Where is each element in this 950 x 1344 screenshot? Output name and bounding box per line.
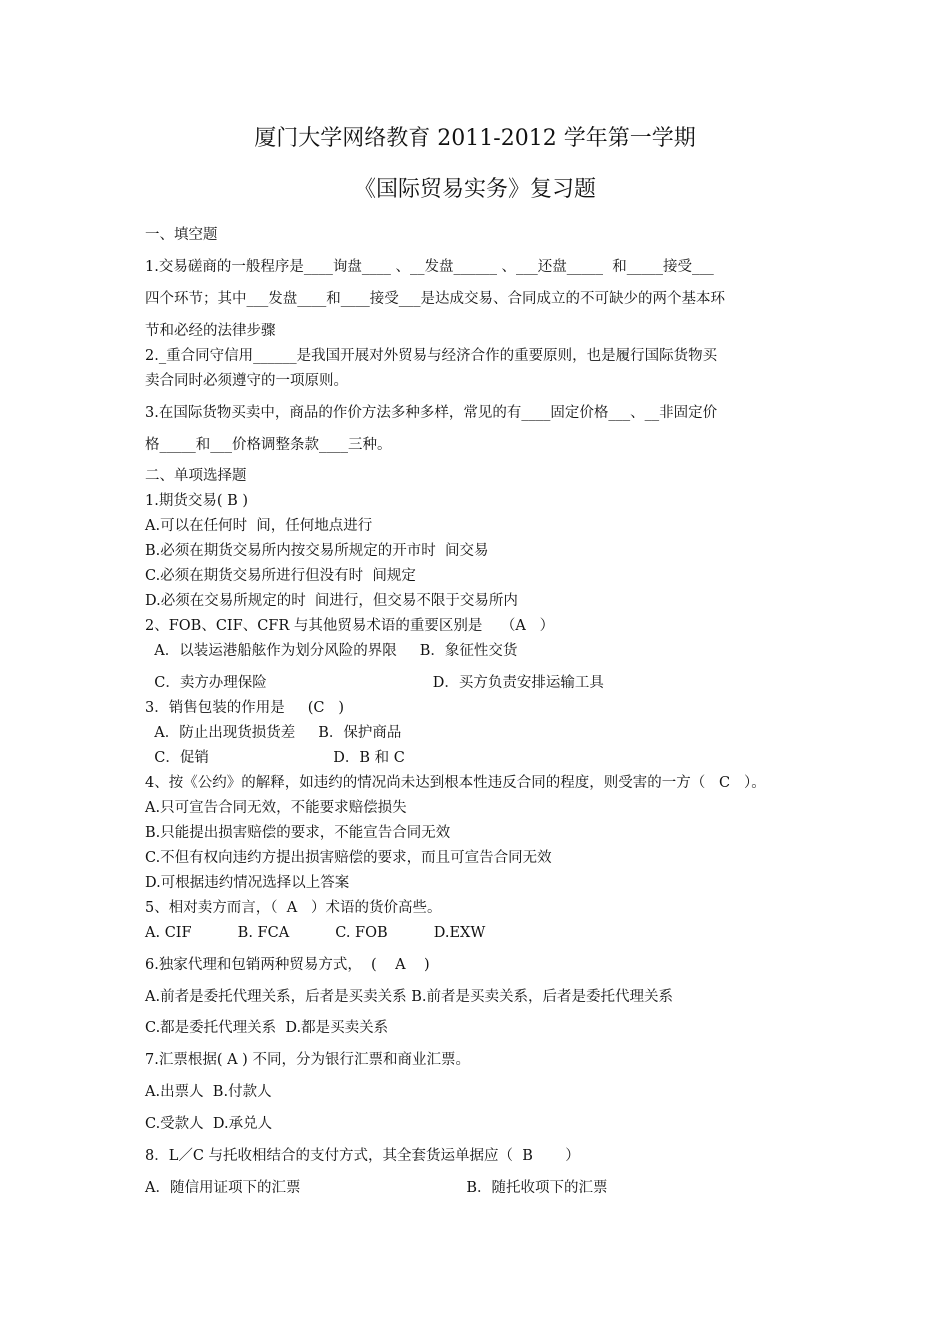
question-line: 5、相对卖方而言，（ A ）术语的货价高些。 xyxy=(145,900,442,916)
question-line: 卖合同时必须遵守的一项原则。 xyxy=(145,373,348,389)
question-line: 2._重合同守信用______是我国开展对外贸易与经济合作的重要原则，也是履行国际货物买 xyxy=(145,348,718,364)
option-line: C．促销 D．B 和 C xyxy=(145,750,405,766)
question-line: 1.交易磋商的一般程序是____询盘____ 、__发盘______ 、___还盘_____ 和_____接受___ xyxy=(145,259,714,275)
question-line: 格_____和___价格调整条款____三种。 xyxy=(145,437,392,453)
option-line: B.只能提出损害赔偿的要求，不能宣告合同无效 xyxy=(145,825,451,841)
question-line: 四个环节；其中___发盘____和____接受___是达成交易、合同成立的不可缺少的两个基本环 xyxy=(145,291,725,307)
question-line: 7.汇票根据( A ) 不同，分为银行汇票和商业汇票。 xyxy=(145,1052,470,1068)
option-line: A.出票人 B.付款人 xyxy=(145,1084,272,1100)
section-heading-fill-in: 一、填空题 xyxy=(145,227,218,243)
option-line: A．随信用证项下的汇票 B．随托收项下的汇票 xyxy=(145,1180,608,1196)
question-line: 8．L／C 与托收相结合的支付方式，其全套货运单据应（ B ） xyxy=(145,1148,580,1164)
question-line: 4、按《公约》的解释，如违约的情况尚未达到根本性违反合同的程度，则受害的一方（ C ）。 xyxy=(145,775,766,791)
option-line: A.前者是委托代理关系，后者是买卖关系 B.前者是买卖关系，后者是委托代理关系 xyxy=(145,989,673,1005)
option-line: A.可以在任何时 间，任何地点进行 xyxy=(145,518,373,534)
section-heading-single-choice: 二、单项选择题 xyxy=(145,468,247,484)
document-title: 厦门大学网络教育 2011-2012 学年第一学期 xyxy=(254,126,696,151)
option-line: C.都是委托代理关系 D.都是买卖关系 xyxy=(145,1020,389,1036)
option-line: D.必须在交易所规定的时 间进行，但交易不限于交易所内 xyxy=(145,593,518,609)
option-line: C.必须在期货交易所进行但没有时 间规定 xyxy=(145,568,416,584)
option-line: A．防止出现货损货差 B．保护商品 xyxy=(145,725,402,741)
option-line: A.只可宣告合同无效，不能要求赔偿损失 xyxy=(145,800,407,816)
option-line: C.受款人 D.承兑人 xyxy=(145,1116,273,1132)
question-line: 1.期货交易( B ) xyxy=(145,493,249,509)
option-line: C．卖方办理保险 D．买方负责安排运输工具 xyxy=(145,675,604,691)
question-line: 6.独家代理和包销两种贸易方式， ( A ) xyxy=(145,957,430,973)
question-line: 2、FOB、CIF、CFR 与其他贸易术语的重要区别是 （A ） xyxy=(145,618,555,634)
option-line: B.必须在期货交易所内按交易所规定的开市时 间交易 xyxy=(145,543,489,559)
option-line: A．以装运港船舷作为划分风险的界限 B．象征性交货 xyxy=(145,643,518,659)
document-subtitle: 《国际贸易实务》复习题 xyxy=(353,177,596,202)
option-line: C.不但有权向违约方提出损害赔偿的要求，而且可宣告合同无效 xyxy=(145,850,552,866)
question-line: 3.在国际货物买卖中，商品的作价方法多种多样，常见的有____固定价格___、__非固定价 xyxy=(145,405,718,421)
question-line: 节和必经的法律步骤 xyxy=(145,323,276,339)
option-line: D.可根据违约情况选择以上答案 xyxy=(145,875,350,891)
question-line: 3．销售包装的作用是 (C ) xyxy=(145,700,345,716)
option-line: A. CIF B. FCA C. FOB D.EXW xyxy=(145,925,486,941)
